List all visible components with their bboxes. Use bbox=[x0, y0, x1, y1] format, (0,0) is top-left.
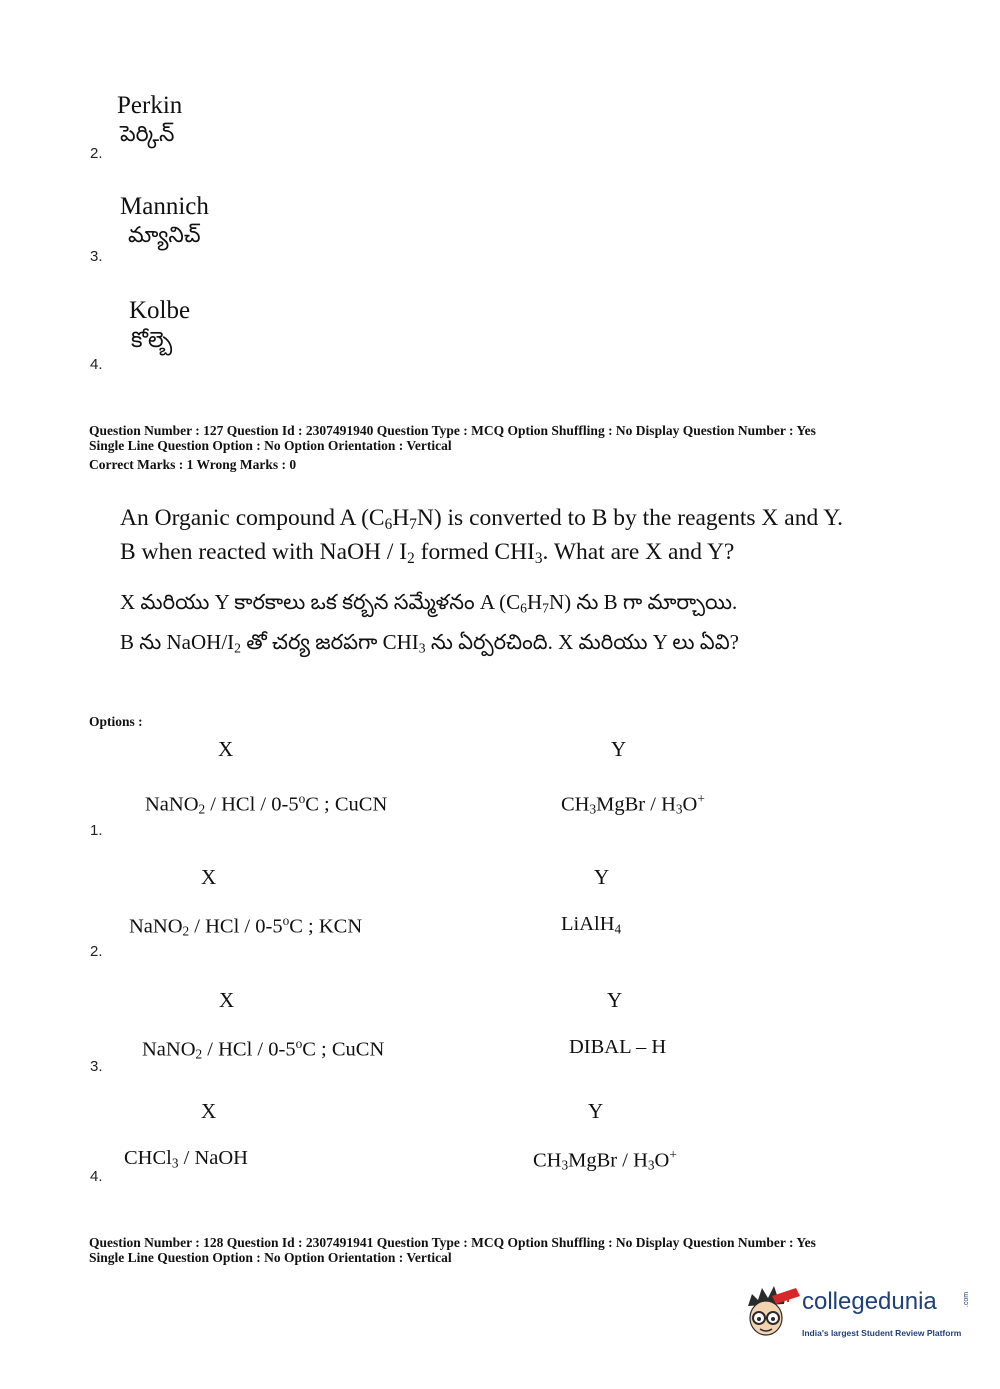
option-1-x-header: X bbox=[218, 737, 234, 761]
option-4-x-header: X bbox=[201, 1099, 217, 1123]
option-3-number: 3. bbox=[90, 248, 103, 265]
option-1-y-reagent: $CH_3MgBr / H_3O^+$ bbox=[561, 791, 705, 817]
mascot-icon bbox=[742, 1282, 802, 1342]
question-127-english-line2: B when reacted with NaOH / $I_2$ formed $CHI_3$. What are X and Y? bbox=[120, 539, 735, 567]
question-127-telugu-line2: B ను NaOH/$I_2$ తో చర్య జరపగా $CHI_3$ ను ఏర్పరచింది. X మరియు Y లు ఏవి? bbox=[120, 630, 739, 656]
option-3-x-reagent: NaNO$_2$ / HCl / 0-5$^o$C ; CuCN bbox=[142, 1036, 385, 1062]
option-3-english: Mannich bbox=[120, 193, 209, 220]
option-3-x-header: X bbox=[219, 988, 235, 1012]
option-1-x-reagent: NaNO$_2$ / HCl / 0-5$^o$C ; CuCN bbox=[145, 791, 388, 817]
option-2-x-reagent: NaNO$_2$ / HCl / 0-5$^o$C ; KCN bbox=[129, 913, 363, 939]
question-127-meta-line1: Question Number : 127 Question Id : 2307491940 Question Type : MCQ Option Shuffling : No Display Question Number : Yes bbox=[89, 423, 816, 438]
option-1-y-header: Y bbox=[611, 737, 627, 761]
question-127-telugu-line1: X మరియు Y కారకాలు ఒక కర్బన సమ్మేళనం A $(C_6H_7N)$ ను B గా మార్చాయి. bbox=[120, 590, 738, 616]
option-2-telugu: పెర్కిన్ bbox=[120, 121, 175, 146]
option-2-number: 2. bbox=[90, 145, 103, 162]
option-4-x-reagent: CHCl$_3$ / NaOH bbox=[124, 1147, 248, 1171]
option-3-y-header: Y bbox=[607, 988, 623, 1012]
option-2-english: Perkin bbox=[117, 92, 183, 119]
option-3-number: 3. bbox=[90, 1058, 103, 1075]
option-4-number: 4. bbox=[90, 1168, 103, 1185]
option-3-telugu: మ్యానిచ్ bbox=[128, 222, 201, 247]
option-2-y-header: Y bbox=[594, 865, 610, 889]
option-4-telugu: కోల్బె bbox=[131, 327, 173, 352]
option-4-number: 4. bbox=[90, 356, 103, 373]
question-128-meta-line1: Question Number : 128 Question Id : 2307491941 Question Type : MCQ Option Shuffling : No Display Question Number : Yes bbox=[89, 1235, 816, 1250]
option-3-y-reagent: DIBAL – H bbox=[569, 1036, 667, 1058]
question-128-meta-line2: Single Line Question Option : No Option Orientation : Vertical bbox=[89, 1250, 452, 1265]
collegedunia-logo bbox=[742, 1282, 972, 1342]
collegedunia-com: .com bbox=[963, 1291, 971, 1308]
collegedunia-tagline: India's largest Student Review Platform bbox=[802, 1328, 962, 1338]
question-127-marks: Correct Marks : 1 Wrong Marks : 0 bbox=[89, 457, 297, 472]
option-4-y-header: Y bbox=[588, 1099, 604, 1123]
question-127-meta-line2: Single Line Question Option : No Option Orientation : Vertical bbox=[89, 438, 452, 453]
option-4-english: Kolbe bbox=[129, 297, 191, 324]
collegedunia-brand: collegedunia bbox=[802, 1288, 937, 1315]
options-label: Options : bbox=[89, 714, 143, 729]
option-2-number: 2. bbox=[90, 943, 103, 960]
option-4-y-reagent: $CH_3MgBr / H_3O^+$ bbox=[533, 1147, 677, 1173]
option-2-x-header: X bbox=[201, 865, 217, 889]
option-2-y-reagent: LiAlH$_4$ bbox=[561, 913, 622, 937]
question-127-english-line1: An Organic compound A $(C_6H_7N)$ is converted to B by the reagents X and Y. bbox=[120, 505, 844, 533]
option-1-number: 1. bbox=[90, 822, 103, 839]
